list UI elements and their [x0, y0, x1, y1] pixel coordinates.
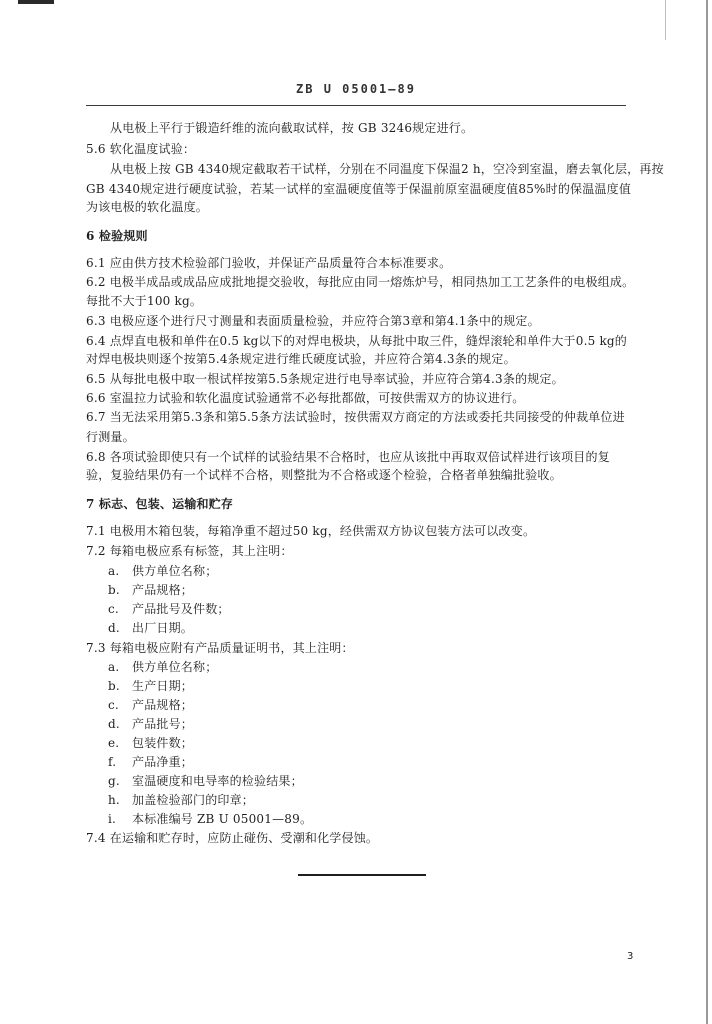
list-text: 产品净重； — [132, 755, 194, 769]
scan-fold-line — [706, 0, 708, 1024]
scan-edge-mark — [18, 0, 54, 4]
list-label: c. — [108, 698, 119, 712]
list-label: c. — [108, 602, 119, 616]
header-rule — [86, 105, 626, 106]
list-label: d. — [108, 621, 120, 635]
list-text: 产品规格； — [132, 583, 194, 597]
clause-6-8: 6.8 各项试验即使只有一个试样的试验结果不合格时，也应从该批中再取双倍试样进行该项目的复 — [86, 450, 610, 464]
clause-6-8-cont: 验，复验结果仍有一个试样不合格，则整批为不合格或逐个检验，合格者单独编批验收。 — [86, 468, 562, 482]
list-item — [108, 698, 668, 713]
clause-7-3: 7.3 每箱电极应附有产品质量证明书，其上注明： — [86, 641, 354, 655]
list-item — [108, 602, 668, 617]
list-item — [108, 564, 668, 579]
list-label: h. — [108, 793, 120, 807]
clause-6-6: 6.6 室温拉力试验和软化温度试验通常不必每批都做，可按供需双方的协议进行。 — [86, 391, 525, 405]
list-item — [108, 793, 668, 808]
list-item — [108, 812, 668, 827]
list-item — [108, 717, 668, 732]
list-text: 加盖检验部门的印章； — [132, 793, 255, 807]
clause-5-6-heading: 5.6 软化温度试验： — [86, 142, 196, 156]
list-label: d. — [108, 717, 120, 731]
list-item — [108, 583, 668, 598]
section-7-heading: 7 标志、包装、运输和贮存 — [86, 497, 234, 511]
section-6-heading: 6 检验规则 — [86, 229, 148, 243]
list-text: 室温硬度和电导率的检验结果； — [132, 774, 303, 788]
clause-7-2: 7.2 每箱电极应系有标签，其上注明： — [86, 544, 293, 558]
clause-6-1: 6.1 应由供方技术检验部门验收，并保证产品质量符合本标准要求。 — [86, 256, 452, 270]
list-text: 包装件数； — [132, 736, 194, 750]
clause-7-1: 7.1 电极用木箱包装，每箱净重不超过50 kg，经供需双方协议包装方法可以改变。 — [86, 524, 536, 538]
clause-6-3: 6.3 电极应逐个进行尺寸测量和表面质量检验，并应符合第3章和第4.1条中的规定。 — [86, 314, 540, 328]
list-label: e. — [108, 736, 120, 750]
end-rule — [298, 874, 426, 876]
list-item — [108, 660, 668, 675]
list-label: i. — [108, 812, 117, 826]
list-item — [108, 621, 668, 636]
list-text: 产品批号； — [132, 717, 194, 731]
list-label: a. — [108, 564, 120, 578]
scan-edge-mark — [665, 0, 666, 40]
list-label: f. — [108, 755, 117, 769]
list-text: 产品批号及件数； — [132, 602, 230, 616]
clause-6-2-cont: 每批不大于100 kg。 — [86, 294, 203, 308]
list-text: 供方单位名称； — [132, 660, 218, 674]
list-label: b. — [108, 583, 120, 597]
list-label: g. — [108, 774, 120, 788]
clause-7-4: 7.4 在运输和贮存时，应防止碰伤、受潮和化学侵蚀。 — [86, 831, 379, 845]
clause-6-7-cont: 行测量。 — [86, 430, 135, 444]
list-text: 出厂日期。 — [132, 621, 194, 635]
clause-6-7: 6.7 当无法采用第5.3条和第5.5条方法试验时，按供需双方商定的方法或委托共同接受的仲裁单位进 — [86, 410, 625, 424]
standard-number-header: ZB U 05001—89 — [296, 82, 416, 96]
list-text: 生产日期； — [132, 679, 194, 693]
list-item — [108, 755, 668, 770]
paragraph-line: 从电极上按 GB 4340规定截取若干试样，分别在不同温度下保温2 h，空冷到室温，磨去氧化层，再按 — [110, 162, 664, 176]
list-item — [108, 774, 668, 789]
list-text: 供方单位名称； — [132, 564, 218, 578]
list-item — [108, 736, 668, 751]
list-label: a. — [108, 660, 120, 674]
list-text: 本标准编号 ZB U 05001—89。 — [132, 812, 313, 826]
clause-6-5: 6.5 从每批电极中取一根试样按第5.5条规定进行电导率试验，并应符合第4.3条的规定。 — [86, 372, 564, 386]
paragraph-line: GB 4340规定进行硬度试验，若某一试样的室温硬度值等于保温前原室温硬度值85%时的保温温度值 — [86, 182, 632, 196]
clause-6-4: 6.4 点焊直电极和单件在0.5 kg以下的对焊电极块，从每批中取三件，缝焊滚轮和单件大于0.5 kg的 — [86, 334, 628, 348]
clause-6-2: 6.2 电极半成品或成品应成批地提交验收，每批应由同一熔炼炉号，相同热加工工艺条件的电极组成。 — [86, 275, 635, 289]
list-item — [108, 679, 668, 694]
list-label: b. — [108, 679, 120, 693]
list-text: 产品规格； — [132, 698, 194, 712]
page-number: 3 — [627, 951, 634, 962]
clause-6-4-cont: 对焊电极块则逐个按第5.4条规定进行维氏硬度试验，并应符合第4.3条的规定。 — [86, 352, 516, 366]
paragraph-line: 为该电极的软化温度。 — [86, 200, 209, 214]
paragraph-line: 从电极上平行于锻造纤维的流向截取试样，按 GB 3246规定进行。 — [110, 121, 474, 135]
